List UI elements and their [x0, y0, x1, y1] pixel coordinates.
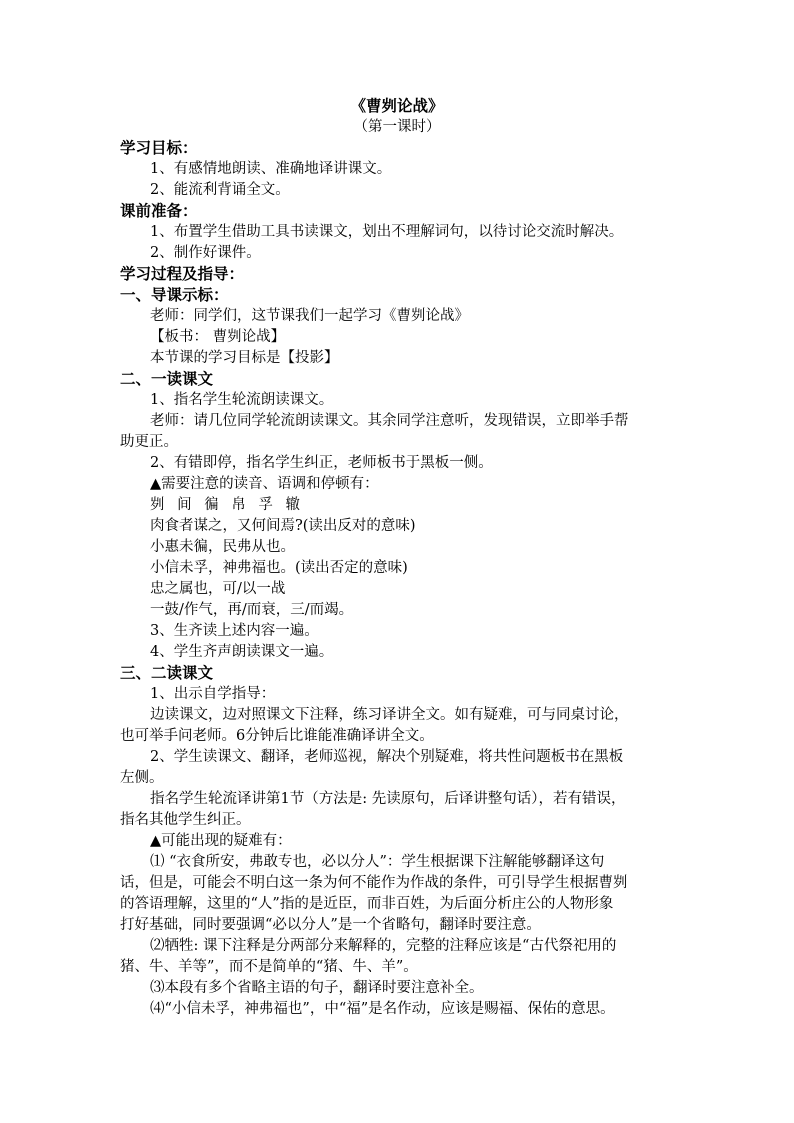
section-heading-preparation: 课前准备：: [120, 201, 198, 220]
text-line: 助更正。: [120, 434, 178, 450]
text-line: 本节课的学习目标是【投影】: [150, 350, 339, 366]
text-line: 指名学生轮流译讲第1节（方法是: 先读原句，后译讲整句话），若有错误，: [150, 791, 626, 807]
text-line: 2、能流利背诵全文。: [150, 182, 290, 198]
text-line: 2、学生读课文、翻译，老师巡视，解决个别疑难，将共性问题板书在黑板: [150, 749, 624, 765]
text-line: 1、有感情地朗读、准确地译讲课文。: [150, 161, 392, 177]
text-line: 打好基础，同时要强调“必以分人”是一个省略句，翻译时要注意。: [120, 917, 541, 933]
text-line: 边读课文，边对照课文下注释，练习译讲全文。如有疑难，可与同桌讨论，: [150, 707, 629, 723]
text-line: ▲可能出现的疑难有：: [150, 833, 292, 849]
text-line: 的答语理解，这里的“人”指的是近臣，而非百姓，为后面分析庄公的人物形象: [120, 896, 614, 912]
text-line: 肉食者谋之，又何间焉?(读出反对的意味): [150, 518, 416, 534]
text-line: 4、学生齐声朗读课文一遍。: [150, 644, 334, 660]
text-line: 老师：同学们，这节课我们一起学习《曹刿论战》: [150, 308, 469, 324]
document-subtitle: （第一课时）: [353, 119, 441, 135]
text-line: ⑴ “衣食所安，弗敢专也，必以分人”：学生根据课下注解能够翻译这句: [150, 854, 605, 870]
text-line: 小信未孚，神弗福也。(读出否定的意味): [150, 560, 408, 576]
text-line: 忠之属也，可/以一战: [150, 581, 286, 597]
text-line: 也可举手问老师。6分钟后比谁能准确译讲全文。: [120, 728, 434, 744]
text-line: 左侧。: [120, 770, 164, 786]
text-line: 话，但是，可能会不明白这一条为何不能作为作战的条件，可引导学生根据曹刿: [120, 875, 628, 891]
section-heading-process: 学习过程及指导：: [120, 264, 245, 283]
text-line: ⑶本段有多个省略主语的句子，翻译时要注意补全。: [150, 980, 484, 996]
subsection-heading-intro: 一、导课示标：: [120, 285, 229, 304]
text-line: 2、有错即停，指名学生纠正，老师板书于黑板一侧。: [150, 455, 493, 471]
pronunciation-chars: 刿 间 徧 帛 孚 辙: [150, 497, 301, 513]
text-line: ⑵牺牲: 课下注释是分两部分来解释的，完整的注释应该是“古代祭祀用的: [150, 938, 617, 954]
text-line: 猪、牛、羊等”，而不是简单的“猪、牛、羊”。: [120, 959, 418, 975]
text-line: ▲需要注意的读音、语调和停顿有：: [150, 476, 379, 492]
text-line: 老师：请几位同学轮流朗读课文。其余同学注意听，发现错误，立即举手帮: [150, 413, 629, 429]
subsection-heading-first-reading: 二、一读课文: [120, 369, 214, 388]
text-line: 1、指名学生轮流朗读课文。: [150, 392, 334, 408]
text-line: 2、制作好课件。: [150, 245, 261, 261]
subsection-heading-second-reading: 三、二读课文: [120, 663, 214, 682]
document-title: 《曹刿论战》: [350, 96, 444, 115]
text-line: 小惠未徧，民弗从也。: [150, 539, 295, 555]
text-line: 【板书： 曹刿论战】: [150, 329, 286, 345]
text-line: 1、布置学生借助工具书读课文，划出不理解词句，以待讨论交流时解决。: [150, 224, 624, 240]
text-line: 一鼓/作气，再/而衰，三/而竭。: [150, 602, 354, 618]
text-line: 3、生齐读上述内容一遍。: [150, 623, 319, 639]
text-line: 1、出示自学指导：: [150, 686, 276, 702]
text-line: ⑷“小信未孚，神弗福也”，中“福”是名作动，应该是赐福、保佑的意思。: [150, 1001, 615, 1017]
section-heading-objectives: 学习目标：: [120, 138, 198, 157]
text-line: 指名其他学生纠正。: [120, 812, 251, 828]
